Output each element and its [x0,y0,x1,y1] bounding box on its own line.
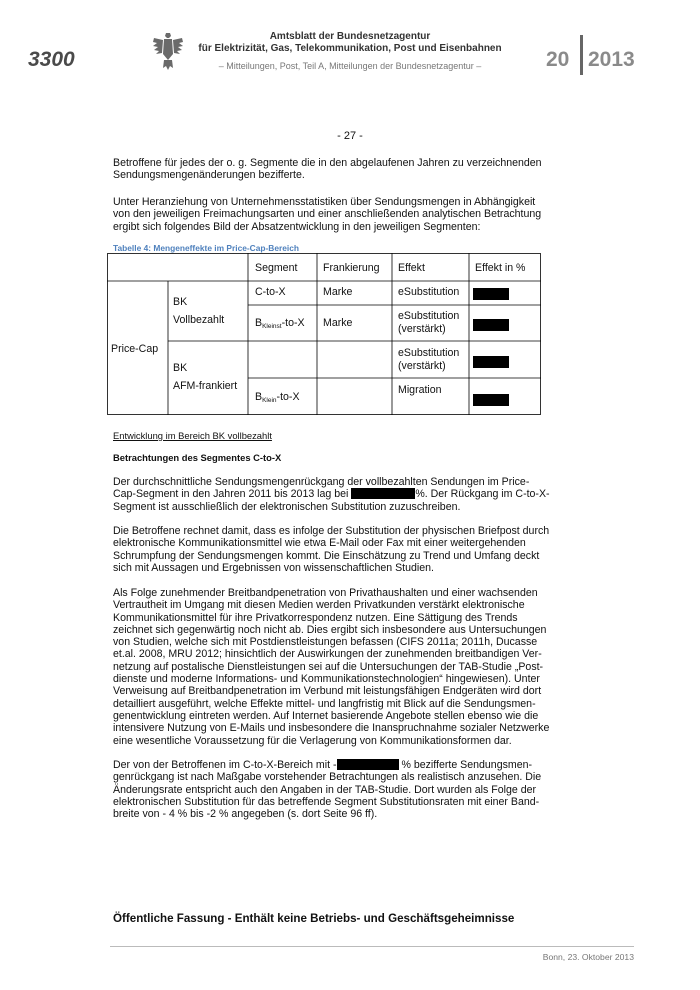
bk-vollbezahlt: BK Vollbezahlt [173,296,225,326]
footer-divider [110,946,634,947]
table-header-effekt-percent: Effekt in % [475,262,526,274]
table-header-segment: Segment [255,262,298,274]
federal-eagle-icon [152,30,184,72]
row4-segment: $B_{Klein}-to-X$ [255,391,300,404]
redacted-value [473,356,509,368]
footer-date: Bonn, 23. Oktober 2013 [542,952,634,962]
gazette-subtitle: für Elektrizität, Gas, Telekommunikation, Post und Eisenbahnen [198,43,502,54]
table-caption: Tabelle 4: Mengeneffekte im Price-Cap-Bereich [113,243,300,253]
gazette-section: – Mitteilungen, Post, Teil A, Mitteilungen der Bundesnetzagentur – [218,61,482,71]
section-heading-underlined: Entwicklung im Bereich BK vollbezahlt [113,430,272,441]
effects-table [107,253,541,415]
redacted-value [473,319,509,331]
redacted-value [473,394,509,406]
bk-afm-frankiert: BK AFM-frankiert [173,362,238,392]
row1-effekt: eSubstitution [398,286,460,298]
row2-segment: $B_{Kleinst}-to-X$ [255,317,305,330]
paragraph-2: Unter Heranziehung von Unternehmensstatistiken über Sendungsmengen in Abhängigkeit von den jeweiligen Freimachungsarten und einer anschließenden analytischen Betrachtung ergibt sich folgendes Bild der Absatzentwicklung in den jeweiligen Segmenten: [113,196,542,233]
row1-segment: C-to-X [255,286,286,298]
row4-effekt: Migration [398,384,442,396]
public-version-notice: Öffentliche Fassung - Enthält keine Betriebs- und Geschäftsgeheimnisse [113,912,515,925]
section-heading-bold: Betrachtungen des Segmentes C-to-X [113,452,282,463]
table-header-effekt: Effekt [398,262,425,274]
paragraph-1: Betroffene für jedes der o. g. Segmente die in den abgelaufenen Jahren zu verzeichnenden Sendungsmengenänderungen bezifferte. [113,157,542,182]
document-page-label: - 27 - [337,130,363,142]
row2-frankierung: Marke [323,317,353,329]
gazette-page-number: 3300 [28,48,75,71]
issue-number: 20 [546,48,570,71]
issue-year: 2013 [588,48,635,71]
gazette-title: Amtsblatt der Bundesnetzagentur [269,31,431,42]
table-header-frankierung: Frankierung [323,262,380,274]
paragraph-3: Der durchschnittliche Sendungsmengenrückgang der vollbezahlten Sendungen im Price- Cap-Segment in den Jahren 2011 bis 2013 lag bei %. Der Rückgang im C-to-X- Segment ist ausschließlich der elektronischen Substitution zuzuschreiben. [113,476,550,513]
redacted-value [337,759,399,770]
row2-effekt: eSubstitution (verstärkt) [398,310,460,335]
paragraph-6: Der von der Betroffenen im C-to-X-Bereich mit - % bezifferte Sendungsmen- genrückgang ist nach Maßgabe vorstehender Betrachtungen als realistisch anzusehen. Die Änderungsrate entspricht auch den Angaben in der TAB-Studie. Dort wurden als Folge der elektronischen Substitution für das betreffende Segment Substitutionsraten mit einer Band- breite von - 4 % bis -2 % angegeben (s. dort Seite 96 ff). [113,759,542,821]
row-group-price-cap: Price-Cap [111,343,159,355]
paragraph-4: Die Betroffene rechnet damit, dass es infolge der Substitution der physischen Briefpost durch elektronische Kommunikationsmittel wie etwa E-Mail oder Fax mit einer weitergehenden Schrumpfung der Sendungsmengen kommt. Die Einschätzung zu Trend und Umfang deckt sich mit Aussagen und Ergebnissen von wissenschaftlichen Studien. [113,525,550,574]
row1-frankierung: Marke [323,286,353,298]
redacted-value [473,288,509,300]
issue-divider [580,35,583,75]
paragraph-5: Als Folge zunehmender Breitbandpenetration von Privathaushalten und einer wachsenden Vertrautheit im Umgang mit diesen Medien werden Privatkunden verstärkt elektronische Kommunikationsmittel für ihre Privatkorrespondenz nutzen. Eine Sättigung des Trends zeichnet sich gegenwärtig noch nicht ab. Dies ergibt sich insbesondere aus Untersuchungen von Studien, welche sich mit Postdienstleistungen befassen (CIFS 2011a; 2011h, Ducasse et.al. 2008, MRU 2012; hinsichtlich der Auswirkungen der zunehmenden breitbandigen Ver- netzung auf postalische Dienstleistungen sei auf die Untersuchungen der TAB-Studie „Post- dienste und moderne Informations- und Kommunikationstechnologien“ hingewiesen). Unter Verweisung auf Breitbandpenetration im Verbund mit leistungsfähigen Endgeräten wird dort detailliert ausgeführt, welche Effekte mittel- und langfristig mit Blick auf die Sendungsmen- genentwicklung eintreten werden. Auf Internet basierende Angebote stellen ebenso wie die intensivere Nutzung von E-Mails und insbesondere die Inanspruchnahme sozialer Netzwerke eine wesentliche Voraussetzung für die Verlagerung von Kommunikationsformen dar. [113,587,550,747]
row3-effekt: eSubstitution (verstärkt) [398,347,460,372]
redacted-value [351,488,415,499]
